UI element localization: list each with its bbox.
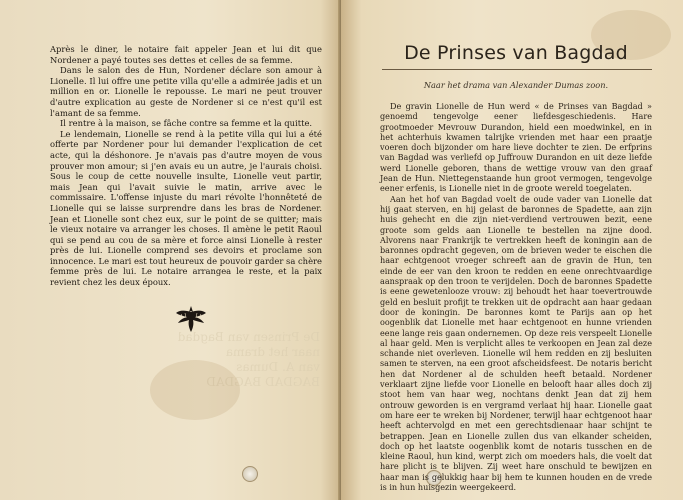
- title-rule: [382, 69, 652, 70]
- binding-hole: [242, 466, 258, 482]
- left-paragraph: Dans le salon des de Hun, Nordener déclare son amour à Lionelle. Il lui offre une petite villa qu'elle a admirée jadis et un million en or. Lionelle le repousse. Le mari ne peut trouver d'autre explication au geste de Nordener si ce n'est qu'il est l'amant de sa femme.: [50, 65, 322, 118]
- left-paragraph: Le lendemain, Lionelle se rend à la petite villa qui lui a été offerte par Nordener pour lui demander l'explication de cet acte, qui la déshonore. Je n'avais pas d'autre moyen de vous prouver mon amour; si j'en avais eu un autre, je l'aurais choisi. Sous le coup de cette nouvelle insulte, Lionelle veut partir, mais Jean qui l'avait suivie le matin, arrive avec le commissaire. L'offense injuste du mari révolte l'honnêteté de Lionelle qui se laisse surprendre dans les bras de Nordener. Jean et Lionelle sont chez eux, sur le point de se quitter; mais le vieux notaire va arranger les choses. Il amène le petit Raoul qui se pend au cou de sa mère et force ainsi Lionelle à rester près de lui. Lionelle comprend ses devoirs et proclame son innocence. Le mari est tout heureux de pouvoir garder sa chère femme près de lui. Le notaire arrangea le reste, et la paix revient chez les deux époux.: [50, 128, 322, 288]
- page-title: De Prinses van Bagdad: [404, 42, 628, 64]
- right-page-text: [380, 101, 652, 492]
- page-subtitle: Naar het drama van Alexander Dumas zoon.: [423, 80, 609, 90]
- bleed-line: BAGDAD BAGDAD: [206, 375, 320, 389]
- bleed-line: van A. Dumas: [236, 360, 320, 374]
- left-page: [0, 0, 341, 500]
- left-page-text: [50, 44, 322, 288]
- left-paragraph: Après le diner, le notaire fait appeler Jean et lui dit que Nordener a payé toutes ses dettes et celles de sa femme.: [50, 44, 322, 65]
- bleed-line: naar het drama: [225, 345, 320, 359]
- left-paragraph: Il rentre à la maison, se fâche contre sa femme et la quitte.: [60, 118, 313, 129]
- right-paragraph: Aan het hof van Bagdad voelt de oude vader van Lionelle dat hij gaat sterven, en hij gelast de baronnes de Spadette, aan zijn huis gehecht en die zijn niet-verdiend vertrouwen bezit, eene groote som gelds aan Lionelle te bestellen na zijne dood. Alvorens naar Frankrijk te vertrekken heeft de koningin aan de baronnes opdracht gegeven, om de brieven weder te eischen die haar echtgenoot vroeger schreeft aan de gravin de Hun, ten einde de eer van den kroon te redden en eene onrechtvaardige aanspraak op den troon te verijdelen. Doch de baronnes Spadette is eene gewetenlooze vrouw: zij behoudt het haar toevertrouwde geld en besluit profijt te trekken uit de opdracht aan haar gedaan door de koningin. De baronnes komt te Parijs aan op het oogenblik dat Lionelle met haar echtgenoot en hunne vrienden eene lange reis gaan ondernemen. Op deze reis verspeelt Lionelle al haar geld. Men is verplicht alles te verkoopen en Jean zal deze schande niet overleven. Lionelle wil hem redden en zij besluiten samen te sterven, na een groot afscheidsfeest. De notaris bericht hen dat Nordener al de schulden heeft betaald. Nordener verklaart zijne liefde voor Lionelle en belooft haar alles doch zij stoot hem van haar weg, nochtans denkt Jean dat zij hem ontrouw geworden is en vergramd verlaat hij haar. Lionelle gaat om hare eer te wreken bij Nordener, terwijl haar echtgenoot haar heeft achtervolgd en met een gerechtsdienaar haar schijnt te betrappen. Jean en Lionelle zullen dus van elkander scheiden, doch op het laatste oogenblik komt de notaris tusschen en de kleine Raoul, hun kind, werpt zich om moeders hals, die voelt dat hare plicht is te blijven. Zij weet hare onschuld te bewijzen en haar man is gelukkig haar bij hem te kunnen houden en de vrede is in hun huisgezin weergekeerd.: [380, 193, 652, 492]
- bleed-line: De Prinsen van Bagdad: [177, 330, 320, 344]
- right-paragraph: De gravin Lionelle de Hun werd « de Prinses van Bagdad » genoemd tengevolge eener liefdesgeschiedenis. Hare grootmoeder Mevrouw Durandon, hield een moedwinkel, en in het achterhuis kwamen talrijke vrienden met haar een praatje voeren doch bijzonder om hare lieve dochter te zien. De erfprins van Bagdad was verliefd op Juffrouw Durandon en uit deze liefde werd Lionelle geboren, thans de wettige vrouw van den graaf Jean de Hun. Niettegenstaande hun groot vermogen, tengevolge eener erfenis, is Lionelle niet in de groote wereld toegelaten.: [380, 101, 652, 194]
- paper-stain: [150, 360, 240, 420]
